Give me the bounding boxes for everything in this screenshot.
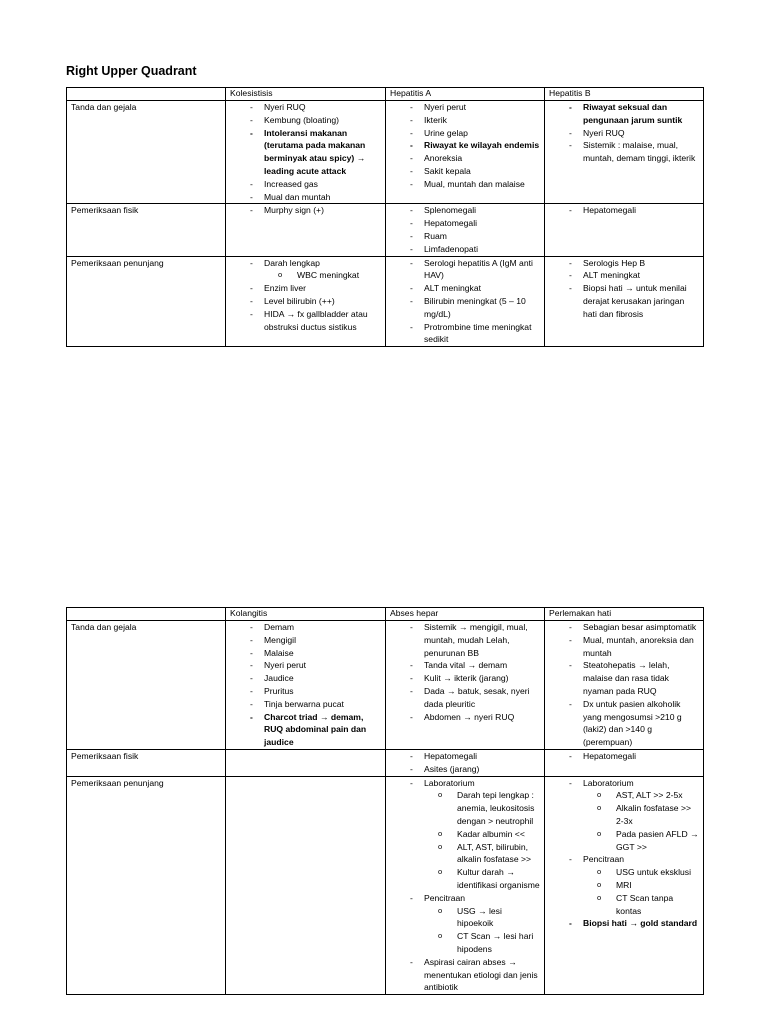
header-cell-kolangitis: Kolangitis bbox=[226, 608, 386, 621]
list-item bbox=[549, 621, 699, 634]
list-item bbox=[549, 282, 699, 320]
table-cell bbox=[226, 776, 386, 995]
list-item bbox=[390, 892, 540, 956]
list-item-text: Riwayat ke wilayah endemis bbox=[424, 140, 540, 151]
list-item bbox=[230, 672, 381, 685]
list-item bbox=[230, 698, 381, 711]
table-row-pemeriksaan-penunjang bbox=[67, 256, 704, 347]
header-cell-perlemakan-hati: Perlemakan hati bbox=[545, 608, 704, 621]
sub-list bbox=[264, 269, 381, 282]
sub-list-item: o Darah tepi lengkap : anemia, leukositosis dengan > neutrophil bbox=[424, 789, 540, 827]
list-item bbox=[549, 269, 699, 282]
sub-list-item: o ALT, AST, bilirubin, alkalin fosfatase >> bbox=[424, 841, 540, 867]
list-item bbox=[390, 956, 540, 994]
table-cell bbox=[386, 101, 545, 204]
list-item-text: Nyeri RUQ bbox=[583, 127, 625, 138]
sub-list bbox=[424, 905, 540, 956]
sub-list-item: o USG untuk eksklusi bbox=[583, 866, 699, 879]
table-cell bbox=[226, 101, 386, 204]
list-item bbox=[549, 127, 699, 140]
list-item bbox=[390, 230, 540, 243]
list-item-text: Darah lengkap bbox=[264, 257, 320, 268]
list-item bbox=[230, 127, 381, 178]
list-item-text: Riwayat seksual dan pengunaan jarum suntik bbox=[583, 102, 683, 125]
row-label: Pemeriksaan penunjang bbox=[67, 776, 226, 995]
header-cell-kolesistisis: Kolesistisis bbox=[226, 88, 386, 101]
table-cell bbox=[386, 256, 545, 347]
list-item bbox=[390, 672, 540, 685]
list-item bbox=[390, 217, 540, 230]
list-item-text: Pencitraan bbox=[583, 854, 625, 865]
table-ruq-2 bbox=[66, 607, 704, 995]
list-item-text: Sistemik → mengigil, mual, muntah, mudah Lelah, penurunan BB bbox=[424, 622, 528, 658]
sub-list-item: o Alkalin fosfatase >> 2-3x bbox=[583, 802, 699, 828]
list-item bbox=[549, 750, 699, 763]
list-item bbox=[390, 243, 540, 256]
list-item-text: Laboratorium bbox=[583, 777, 634, 788]
list-item bbox=[549, 204, 699, 217]
sub-list-item: o CT Scan → lesi hari hipodens bbox=[424, 930, 540, 956]
table-cell bbox=[545, 776, 704, 995]
bullet-list bbox=[549, 101, 699, 165]
list-item bbox=[230, 101, 381, 114]
list-item-text: Enzim liver bbox=[264, 283, 307, 294]
list-item-text: Kulit → ikterik (jarang) bbox=[424, 673, 509, 684]
list-item bbox=[230, 647, 381, 660]
bullet-list bbox=[549, 204, 699, 217]
table-row-pemeriksaan-fisik bbox=[67, 204, 704, 256]
table-row-tanda-gejala bbox=[67, 621, 704, 750]
list-item-text: Hepatomegali bbox=[424, 750, 478, 761]
list-item-text: HIDA → fx gallbladder atau obstruksi ductus sistikus bbox=[264, 308, 368, 332]
list-item-text: Steatohepatis → lelah, malaise dan rasa tidak nyaman pada RUQ bbox=[583, 660, 670, 696]
list-item-text: Laboratorium bbox=[424, 777, 475, 788]
list-item-text: Hepatomegali bbox=[583, 750, 637, 761]
list-item-text: Ruam bbox=[424, 230, 447, 241]
list-item bbox=[230, 114, 381, 127]
list-item-text: Dada → batuk, sesak, nyeri dada pleuritic bbox=[424, 685, 530, 709]
bullet-list bbox=[390, 750, 540, 776]
list-item bbox=[390, 659, 540, 672]
list-item-text: Mual, muntah dan malaise bbox=[424, 178, 525, 189]
list-item bbox=[230, 178, 381, 191]
header-cell-empty bbox=[67, 88, 226, 101]
list-item-text: Limfadenopati bbox=[424, 243, 478, 254]
sub-list-item: o USG → lesi hipoekoik bbox=[424, 905, 540, 931]
sub-list-item: o Pada pasien AFLD → GGT >> bbox=[583, 828, 699, 854]
list-item bbox=[390, 178, 540, 191]
list-item bbox=[230, 621, 381, 634]
list-item bbox=[230, 308, 381, 334]
header-cell-hepatitis-b: Hepatitis B bbox=[545, 88, 704, 101]
table-cell bbox=[386, 749, 545, 776]
list-item bbox=[230, 191, 381, 204]
list-item-text: Malaise bbox=[264, 647, 294, 658]
sub-list bbox=[583, 789, 699, 853]
list-item bbox=[390, 777, 540, 892]
list-item-text: Sistemik : malaise, mual, muntah, demam tinggi, ikterik bbox=[583, 140, 696, 164]
list-item-text: Demam bbox=[264, 622, 295, 632]
list-item-text: Anoreksia bbox=[424, 153, 463, 164]
table-cell bbox=[545, 621, 704, 750]
list-item-text: Increased gas bbox=[264, 178, 318, 189]
sub-list-item: o Kultur darah → identifikasi organisme bbox=[424, 866, 540, 892]
list-item bbox=[549, 917, 699, 930]
list-item-text: Tinja berwarna pucat bbox=[264, 698, 344, 709]
list-item bbox=[230, 711, 381, 749]
bullet-list bbox=[230, 101, 381, 203]
list-item bbox=[549, 698, 699, 749]
table-cell bbox=[226, 749, 386, 776]
list-item-text: Kembung (bloating) bbox=[264, 114, 340, 125]
list-item bbox=[549, 853, 699, 917]
list-item-text: Mual dan muntah bbox=[264, 191, 331, 202]
list-item-text: Biopsi hati → gold standard bbox=[583, 918, 698, 929]
table-cell bbox=[226, 256, 386, 347]
bullet-list bbox=[549, 777, 699, 931]
list-item bbox=[549, 777, 699, 854]
table-cell bbox=[386, 621, 545, 750]
list-item-text: Abdomen → nyeri RUQ bbox=[424, 711, 515, 722]
table-cell bbox=[545, 749, 704, 776]
list-item bbox=[390, 152, 540, 165]
list-item bbox=[230, 295, 381, 308]
list-item bbox=[230, 659, 381, 672]
list-item-text: ALT meningkat bbox=[424, 283, 482, 294]
list-item-text: Asites (jarang) bbox=[424, 763, 480, 774]
list-item bbox=[230, 282, 381, 295]
list-item bbox=[390, 763, 540, 776]
list-item-text: Tanda vital → demam bbox=[424, 660, 508, 671]
list-item-text: Aspirasi cairan abses → menentukan etiologi dan jenis antibiotik bbox=[424, 956, 538, 993]
bullet-list bbox=[390, 257, 540, 347]
list-item-text: Nyeri perut bbox=[424, 102, 467, 112]
list-item-text: Level bilirubin (++) bbox=[264, 295, 335, 306]
sub-list-item: o Kadar albumin << bbox=[424, 828, 540, 841]
table-row-pemeriksaan-fisik bbox=[67, 749, 704, 776]
list-item-text: Nyeri perut bbox=[264, 660, 307, 671]
row-label: Pemeriksaan fisik bbox=[67, 749, 226, 776]
list-item bbox=[549, 257, 699, 270]
list-item bbox=[549, 101, 699, 127]
bullet-list bbox=[390, 101, 540, 191]
list-item-text: Pruritus bbox=[264, 685, 294, 696]
list-item bbox=[390, 165, 540, 178]
table-cell bbox=[545, 101, 704, 204]
table-cell bbox=[545, 256, 704, 347]
sub-list-item: o CT Scan tanpa kontas bbox=[583, 892, 699, 918]
list-item bbox=[390, 321, 540, 347]
list-item-text: Charcot triad → demam, RUQ abdominal pain dan jaudice bbox=[264, 711, 367, 748]
list-item bbox=[390, 139, 540, 152]
row-label: Tanda dan gejala bbox=[67, 621, 226, 750]
table-cell bbox=[226, 204, 386, 256]
table-cell bbox=[545, 204, 704, 256]
list-item bbox=[390, 204, 540, 217]
table-row-tanda-gejala bbox=[67, 101, 704, 204]
list-item bbox=[230, 634, 381, 647]
list-item bbox=[230, 685, 381, 698]
bullet-list bbox=[390, 621, 540, 723]
bullet-list bbox=[390, 204, 540, 255]
list-item-text: Jaudice bbox=[264, 673, 294, 684]
list-item-text: Pencitraan bbox=[424, 892, 466, 903]
list-item bbox=[549, 634, 699, 660]
bullet-list bbox=[230, 621, 381, 749]
table-header-row bbox=[67, 608, 704, 621]
list-item-text: Splenomegali bbox=[424, 205, 477, 216]
bullet-list bbox=[230, 257, 381, 334]
row-label: Tanda dan gejala bbox=[67, 101, 226, 204]
list-item bbox=[390, 257, 540, 283]
list-item bbox=[390, 621, 540, 659]
bullet-list bbox=[230, 204, 381, 217]
header-cell-abses-hepar: Abses hepar bbox=[386, 608, 545, 621]
sub-list-item: o MRI bbox=[583, 879, 699, 892]
list-item-text: Hepatomegali bbox=[424, 218, 478, 229]
page-title: Right Upper Quadrant bbox=[66, 64, 197, 78]
list-item bbox=[390, 127, 540, 140]
list-item-text: Mengigil bbox=[264, 634, 297, 645]
sub-list-item: o AST, ALT >> 2-5x bbox=[583, 789, 699, 802]
list-item bbox=[230, 257, 381, 283]
bullet-list bbox=[549, 750, 699, 763]
list-item bbox=[390, 685, 540, 711]
list-item-text: Dx untuk pasien alkoholik yang mengosumsi >210 g (laki2) dan >140 g (perempuan) bbox=[583, 698, 682, 748]
list-item-text: Ikterik bbox=[424, 114, 447, 125]
list-item-text: Nyeri RUQ bbox=[264, 102, 306, 112]
bullet-list bbox=[549, 621, 699, 749]
list-item bbox=[390, 295, 540, 321]
list-item bbox=[390, 750, 540, 763]
list-item-text: Murphy sign (+) bbox=[264, 205, 324, 216]
list-item-text: Biopsi hati → untuk menilai derajat kerusakan jaringan hati dan fibrosis bbox=[583, 283, 687, 319]
list-item bbox=[549, 139, 699, 165]
sub-list bbox=[424, 789, 540, 891]
list-item bbox=[390, 282, 540, 295]
sub-list-item: o WBC meningkat bbox=[264, 269, 381, 282]
list-item bbox=[390, 711, 540, 724]
list-item-text: Serologi hepatitis A (IgM anti HAV) bbox=[424, 257, 533, 281]
list-item-text: Hepatomegali bbox=[583, 205, 637, 216]
bullet-list bbox=[390, 777, 540, 995]
bullet-list bbox=[549, 257, 699, 321]
table-cell bbox=[226, 621, 386, 750]
table-row-pemeriksaan-penunjang bbox=[67, 776, 704, 995]
table-cell bbox=[386, 776, 545, 995]
table-ruq-1 bbox=[66, 87, 704, 347]
list-item-text: Mual, muntah, anoreksia dan muntah bbox=[583, 634, 694, 658]
list-item-text: Bilirubin meningkat (5 – 10 mg/dL) bbox=[424, 295, 526, 319]
header-cell-hepatitis-a: Hepatitis A bbox=[386, 88, 545, 101]
list-item-text: ALT meningkat bbox=[583, 270, 641, 281]
header-cell-empty bbox=[67, 608, 226, 621]
table-cell bbox=[386, 204, 545, 256]
list-item bbox=[390, 114, 540, 127]
list-item-text: Sakit kepala bbox=[424, 165, 471, 176]
list-item bbox=[390, 101, 540, 114]
list-item-text: Sebagian besar asimptomatik bbox=[583, 622, 697, 632]
list-item-text: Urine gelap bbox=[424, 127, 468, 138]
list-item-text: Serologis Hep B bbox=[583, 257, 646, 268]
list-item bbox=[230, 204, 381, 217]
row-label: Pemeriksaan fisik bbox=[67, 204, 226, 256]
list-item-text: Intoleransi makanan (terutama pada makanan berminyak atau spicy) → leading acute attack bbox=[264, 127, 366, 176]
row-label: Pemeriksaan penunjang bbox=[67, 256, 226, 347]
sub-list bbox=[583, 866, 699, 917]
list-item-text: Protrombine time meningkat sedikit bbox=[424, 321, 532, 345]
list-item bbox=[549, 659, 699, 697]
table-header-row bbox=[67, 88, 704, 101]
